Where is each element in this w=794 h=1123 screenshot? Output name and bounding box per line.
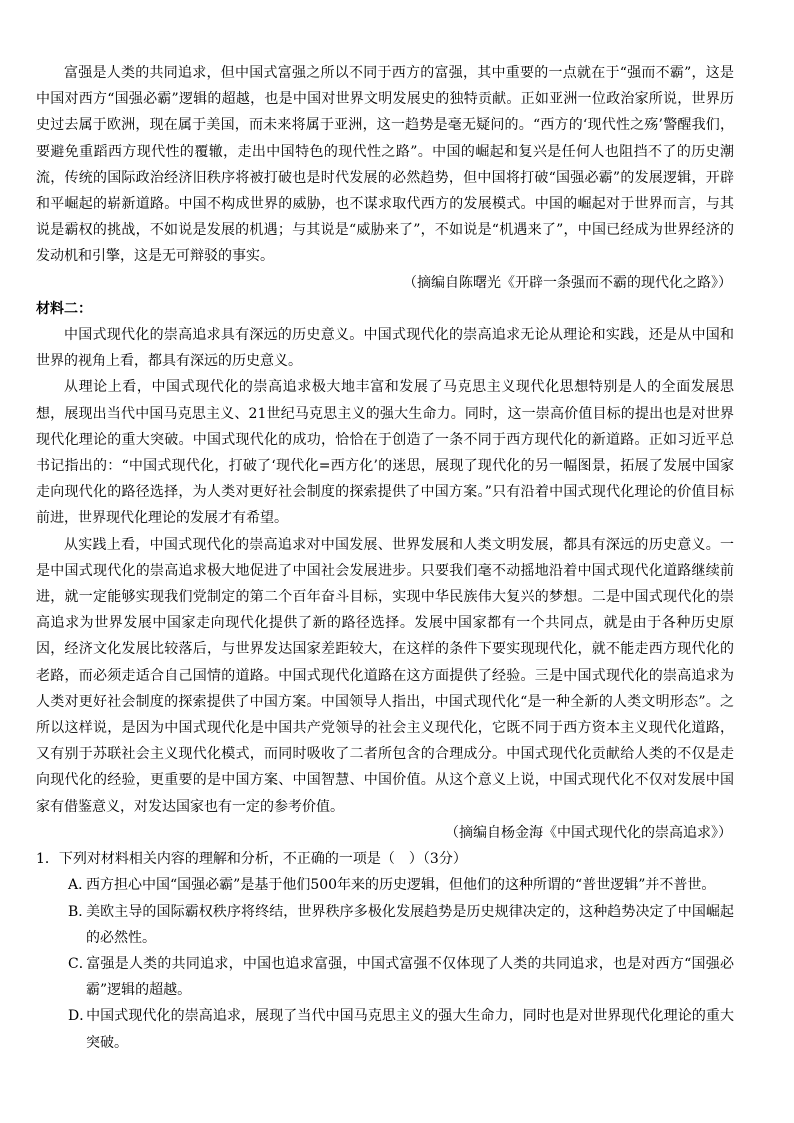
material2-paragraph: 从理论上看，中国式现代化的崇高追求极大地丰富和发展了马克思主义现代化思想特别是人的全面发展思想，展现出当代中国马克思主义、21世纪马克思主义的强大生命力。同时，这一崇高价值目标的提出也是对世界现代化理论的重大突破。中国式现代化的成功，恰恰在于创造了一条不同于西方现代化的新道路。正如习近平总书记指出的：“中国式现代化，打破了‘现代化=西方化’的迷思，展现了现代化的另一幅图景，拓展了发展中国家走向现代化的路径选择，为人类对更好社会制度的探索提供了中国方案。”只有沿着中国式现代化理论的价值目标前进，世界现代化理论的发展才有希望。	[36, 379, 734, 527]
option-letter: A．	[68, 877, 93, 894]
option-text: 富强是人类的共同追求，中国也追求富强，中国式富强不仅体现了人类的共同追求，也是对西方“国强必霸”逻辑的超越。	[86, 955, 734, 999]
option-text: 美欧主导的国际霸权秩序将终结，世界秩序多极化发展趋势是历史规律决定的，这种趋势决定了中国崛起的必然性。	[86, 903, 734, 946]
material2-paragraph: 中国式现代化的崇高追求具有深远的历史意义。中国式现代化的崇高追求无论从理论和实践，还是从中国和世界的视角上看，都具有深远的历史意义。	[36, 327, 734, 370]
option-letter: D．	[68, 1008, 94, 1025]
material1-source: （摘编自陈曙光《开辟一条强而不霸的现代化之路》）	[403, 274, 732, 291]
option-text: 中国式现代化的崇高追求，展现了当代中国马克思主义的强大生命力，同时也是对世界现代化理论的重大突破。	[86, 1008, 734, 1051]
option-letter: B．	[68, 903, 93, 920]
option-c[interactable]	[36, 951, 734, 1003]
material2-heading: 材料二：	[36, 300, 92, 317]
option-d[interactable]	[36, 1003, 734, 1055]
option-text: 西方担心中国“国强必霸”是基于他们500年来的历史逻辑，但他们的这种所谓的“普世逻辑”并不普世。	[86, 877, 716, 894]
material2-paragraph: 从实践上看，中国式现代化的崇高追求对中国发展、世界发展和人类文明发展，都具有深远的历史意义。一是中国式现代化的崇高追求极大地促进了中国社会发展进步。只要我们毫不动摇地沿着中国式现代化道路继续前进，就一定能够实现我们党制定的第二个百年奋斗目标，实现中华民族伟大复兴的梦想。二是中国式现代化的崇高追求为世界发展中国家走向现代化提供了新的路径选择。发展中国家都有一个共同点，就是由于各种历史原因，经济文化发展比较落后，与世界发达国家差距较大，在这样的条件下要实现现代化，就不能走西方现代化的老路，而必须走适合自己国情的道路。中国式现代化道路在这方面提供了经验。三是中国式现代化的崇高追求为人类对更好社会制度的探索提供了中国方案。中国领导人指出，中国式现代化“是一种全新的人类文明形态”。之所以这样说，是因为中国式现代化是中国共产党领导的社会主义现代化，它既不同于西方资本主义现代化道路，又有别于苏联社会主义现代化模式，而同时吸收了二者所包含的合理成分。中国式现代化贡献给人类的不仅是走向现代化的经验，更重要的是中国方案、中国智慧、中国价值。从这个意义上说，中国式现代化不仅对发展中国家有借鉴意义，对发达国家也有一定的参考价值。	[36, 536, 734, 815]
question-stem: 1．下列对材料相关内容的理解和分析，不正确的一项是（ ）（3分）	[36, 851, 467, 868]
material1-paragraph: 富强是人类的共同追求，但中国式富强之所以不同于西方的富强，其中重要的一点就在于“强而不霸”，这是中国对西方“国强必霸”逻辑的超越，也是中国对世界文明发展史的独特贡献。正如亚洲一位政治家所说，世界历史过去属于欧洲，现在属于美国，而未来将属于亚洲，这一趋势是毫无疑问的。“西方的‘现代性之殇’警醒我们，要避免重蹈西方现代性的覆辙，走出中国特色的现代性之路”。中国的崛起和复兴是任何人也阻挡不了的历史潮流，传统的国际政治经济旧秩序将被打破也是时代发展的必然趋势，但中国将打破“国强必霸”的发展逻辑，开辟和平崛起的崭新道路。中国不构成世界的威胁，也不谋求取代西方的发展模式。中国的崛起对于世界而言，与其说是霸权的挑战，不如说是发展的机遇；与其说是“威胁来了”，不如说是“机遇来了”，中国已经成为世界经济的发动机和引擎，这是无可辩驳的事实。	[36, 65, 734, 265]
option-b[interactable]	[36, 899, 734, 951]
material2-source: （摘编自杨金海《中国式现代化的崇高追求》）	[445, 824, 732, 841]
option-a[interactable]	[36, 872, 734, 898]
option-letter: C．	[68, 955, 93, 972]
